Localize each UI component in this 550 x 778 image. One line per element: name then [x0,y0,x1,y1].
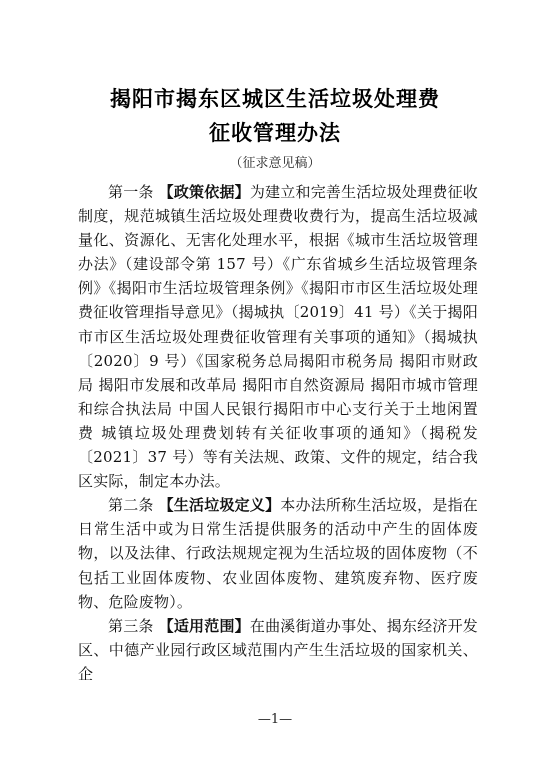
article-2-number: 第二条 [108,496,154,515]
article-1 [78,180,478,493]
document-subtitle: （征求意见稿） [229,156,321,171]
article-3 [78,614,478,686]
article-3-label: 【适用范围】 [158,616,250,635]
article-1-number: 第一条 [108,183,154,201]
article-2 [78,493,478,613]
page-number: —1— [257,712,293,727]
article-3-text: 在曲溪街道办事处、揭东经济开发区、中德产业园行政区域范围内产生生活垃圾的国家机关、企 [78,616,479,683]
article-1-text: 为建立和完善生活垃圾处理费征收制度，规范城镇生活垃圾处理费收费行为，提高生活垃圾减量化、资源化、无害化处理水平，根据《城市生活垃圾管理办法》（建设部令第 157 号）《广东省城乡生活垃圾管理条例》《揭阳市生活垃圾管理条例》《揭阳市市区生活垃圾处理费征收管理指导意见》（揭城执〔2019〕41 号）《关于揭阳市市区生活垃圾处理费征收管理有关事项的通知》（揭城执〔2020〕9 号）《国家税务总局揭阳市税务局 揭阳市财政局 揭阳市发展和改革局 揭阳市自然资源局 揭阳市城市管理和综合执法局 中国人民银行揭阳市中心支行关于土地闲置费 城镇垃圾处理费划转有关征收事项的通知》（揭税发〔2021〕37 号）等有关法规、政策、文件的规定，结合我区实际，制定本办法。 [78,183,479,491]
article-1-label: 【政策依据】 [158,183,250,201]
document-title-line1: 揭阳市揭东区城区生活垃圾处理费 [110,87,440,111]
article-2-text: 本办法所称生活垃圾，是指在日常生活中或为日常生活提供服务的活动中产生的固体废物，以及法律、行政法规规定视为生活垃圾的固体废物（不包括工业固体废物、农业固体废物、建筑废弃物、医疗废物、危险废物）。 [78,496,478,611]
article-3-number: 第三条 [108,616,154,635]
document-body [78,180,478,686]
article-2-label: 【生活垃圾定义】 [158,496,281,515]
document-title-line2: 征收管理办法 [209,121,341,145]
